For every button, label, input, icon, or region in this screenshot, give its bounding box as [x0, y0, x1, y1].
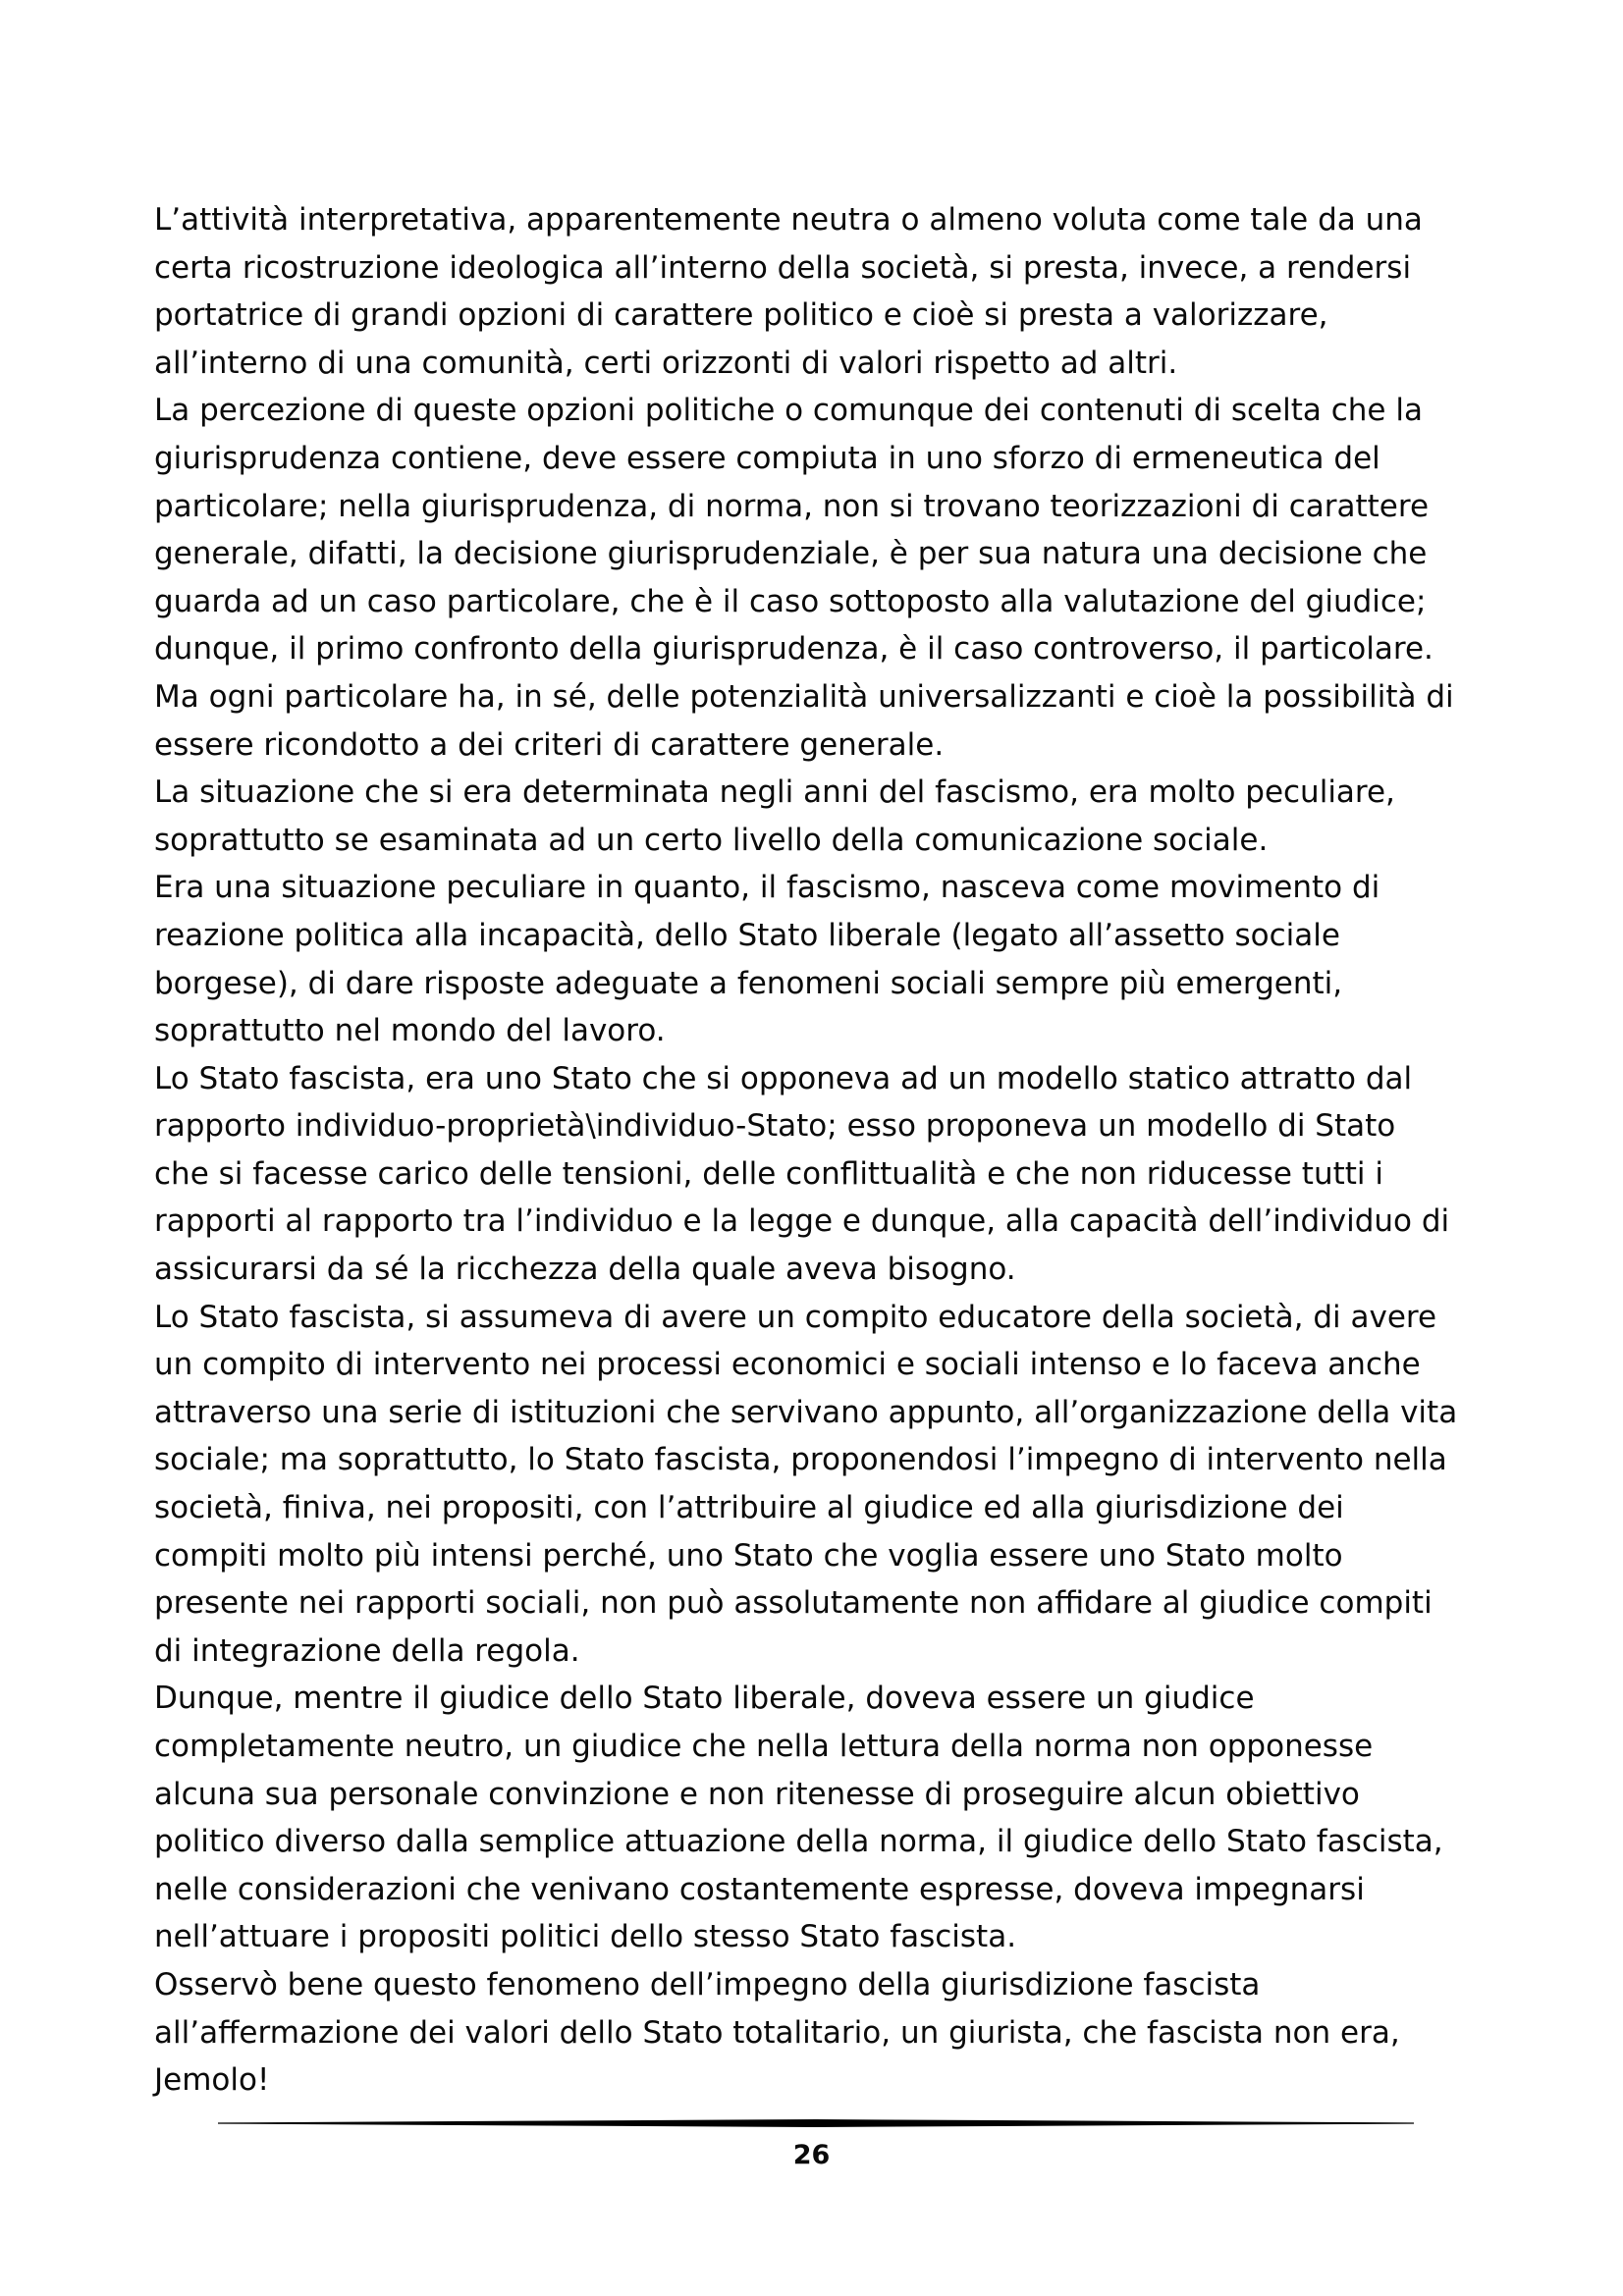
- text-line: sociale; ma soprattutto, lo Stato fascista, proponendosi l’impegno di intervento nella: [154, 1442, 1447, 1478]
- text-line: essere ricondotto a dei criteri di carattere generale.: [154, 726, 945, 763]
- text-line: portatrice di grandi opzioni di carattere politico e cioè si presta a valorizzare,: [154, 297, 1328, 334]
- text-line: Jemolo!: [154, 2062, 270, 2099]
- text-line: rapporto individuo-proprietà\individuo-Stato; esso proponeva un modello di Stato: [154, 1108, 1396, 1145]
- text-line: completamente neutro, un giudice che nella lettura della norma non opponesse: [154, 1729, 1374, 1764]
- text-line: nelle considerazioni che venivano costantemente espresse, doveva impegnarsi: [154, 1871, 1365, 1907]
- text-line: nell’attuare i propositi politici dello stesso Stato fascista.: [154, 1919, 1017, 1955]
- text-line: generale, difatti, la decisione giurisprudenziale, è per sua natura una decisione che: [154, 536, 1428, 572]
- text-line: compiti molto più intensi perché, uno Stato che voglia essere uno Stato molto: [154, 1537, 1343, 1574]
- text-line: certa ricostruzione ideologica all’interno della società, si presta, invece, a rendersi: [154, 249, 1412, 286]
- text-line: attraverso una serie di istituzioni che servivano appunto, all’organizzazione della vita: [154, 1394, 1458, 1430]
- text-line: assicurarsi da sé la ricchezza della quale aveva bisogno.: [154, 1252, 1016, 1288]
- text-line: che si facesse carico delle tensioni, delle conflittualità e che non riducesse tutti i: [154, 1155, 1383, 1192]
- text-line: Lo Stato fascista, si assumeva di avere un compito educatore della società, di avere: [154, 1299, 1437, 1335]
- text-line: Osservò bene questo fenomeno dell’impegno della giurisdizione fascista: [154, 1966, 1261, 2002]
- text-line: guarda ad un caso particolare, che è il caso sottoposto alla valutazione del giudice;: [154, 583, 1427, 619]
- text-line: all’affermazione dei valori dello Stato totalitario, un giurista, che fascista non era,: [154, 2014, 1400, 2051]
- text-line: un compito di intervento nei processi economici e sociali intenso e lo faceva anche: [154, 1347, 1421, 1383]
- text-line: Dunque, mentre il giudice dello Stato liberale, doveva essere un giudice: [154, 1681, 1255, 1717]
- text-line: politico diverso dalla semplice attuazione della norma, il giudice dello Stato fascista,: [154, 1824, 1443, 1860]
- text-line: Lo Stato fascista, era uno Stato che si opponeva ad un modello statico attratto dal: [154, 1060, 1413, 1096]
- footer-divider-shape: [218, 2119, 1414, 2127]
- text-line: reazione politica alla incapacità, dello Stato liberale (legato all’assetto sociale: [154, 917, 1340, 953]
- text-line: rapporti al rapporto tra l’individuo e la legge e dunque, alla capacità dell’individuo di: [154, 1203, 1450, 1240]
- text-line: soprattutto se esaminata ad un certo livello della comunicazione sociale.: [154, 822, 1269, 858]
- text-line: alcuna sua personale convinzione e non ritenesse di proseguire alcun obiettivo: [154, 1776, 1360, 1812]
- text-line: di integrazione della regola.: [154, 1632, 580, 1669]
- text-line: dunque, il primo confronto della giurisprudenza, è il caso controverso, il particolare.: [154, 631, 1434, 667]
- text-line: borgese), di dare risposte adeguate a fenomeni sociali sempre più emergenti,: [154, 965, 1343, 1001]
- footer-divider: [218, 2119, 1414, 2127]
- page-number: 26: [792, 2140, 831, 2170]
- text-line: all’interno di una comunità, certi orizzonti di valori rispetto ad altri.: [154, 345, 1178, 381]
- text-line: Era una situazione peculiare in quanto, il fascismo, nasceva come movimento di: [154, 870, 1380, 906]
- text-line: La situazione che si era determinata negli anni del fascismo, era molto peculiare,: [154, 774, 1395, 811]
- body-text: [154, 196, 1489, 2105]
- text-line: particolare; nella giurisprudenza, di norma, non si trovano teorizzazioni di carattere: [154, 488, 1430, 524]
- text-line: L’attività interpretativa, apparentemente neutra o almeno voluta come tale da una: [154, 202, 1423, 238]
- text-line: Ma ogni particolare ha, in sé, delle potenzialità universalizzanti e cioè la possibilità di: [154, 678, 1454, 715]
- text-line: giurisprudenza contiene, deve essere compiuta in uno sforzo di ermeneutica del: [154, 440, 1380, 476]
- text-line: società, finiva, nei propositi, con l’attribuire al giudice ed alla giurisdizione dei: [154, 1490, 1344, 1526]
- text-line: soprattutto nel mondo del lavoro.: [154, 1013, 666, 1049]
- text-line: La percezione di queste opzioni politiche o comunque dei contenuti di scelta che la: [154, 393, 1423, 429]
- text-line: presente nei rapporti sociali, non può assolutamente non affidare al giudice compiti: [154, 1585, 1433, 1622]
